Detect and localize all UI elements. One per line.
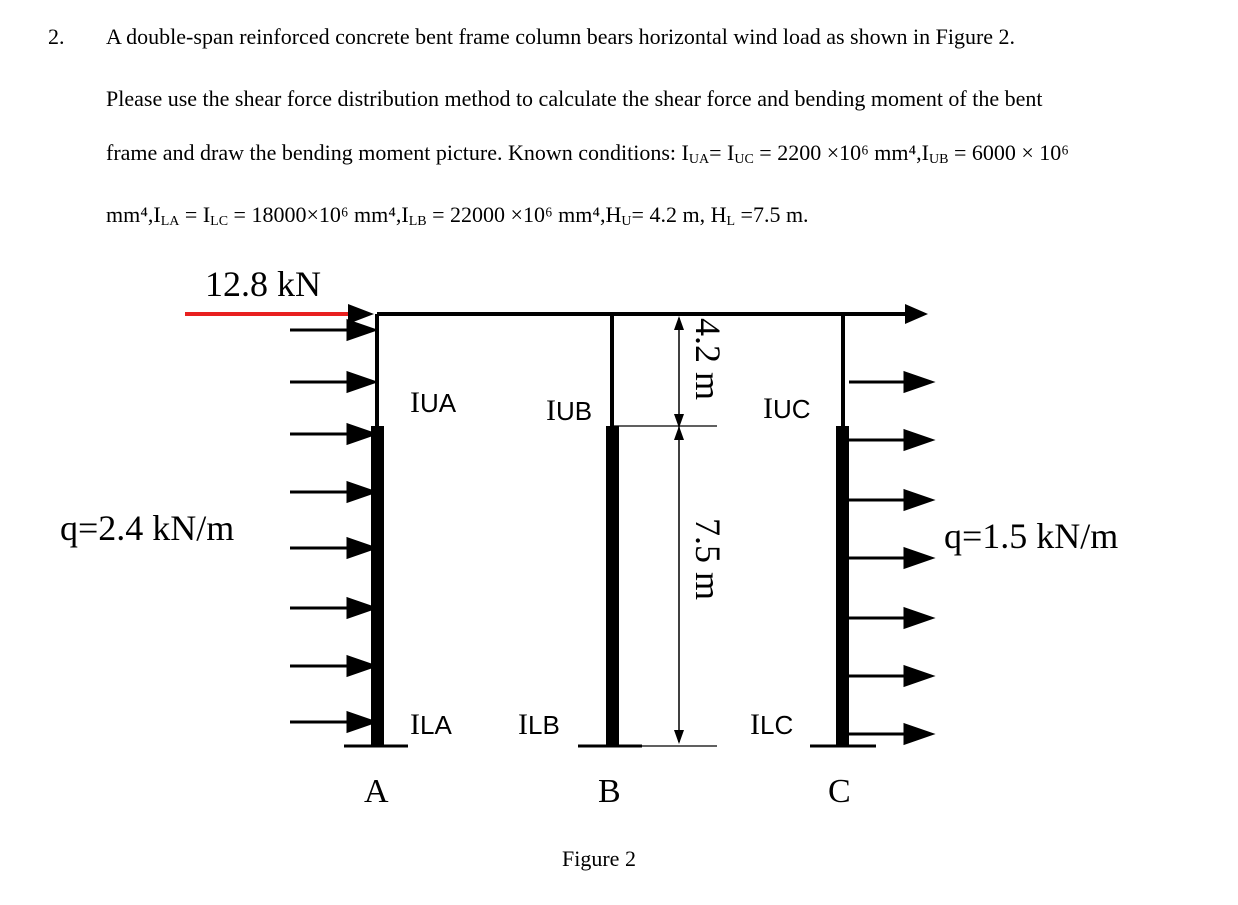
question-line-2: Please use the shear force distribution method to calculate the shear force and bending moment of the bent xyxy=(106,86,1043,111)
figure-caption: Figure 2 xyxy=(562,846,636,871)
right-wind-load xyxy=(849,373,931,743)
dimension-arrow-mid-down xyxy=(674,426,684,440)
label-i-la: ILA xyxy=(410,708,452,741)
support-label-c: C xyxy=(828,773,851,810)
label-i-ua: IUA xyxy=(410,386,457,419)
question-line-1: A double-span reinforced concrete bent frame column bears horizontal wind load as shown in Figure 2. xyxy=(106,24,1016,49)
column-c-lower xyxy=(836,426,849,746)
column-a-lower xyxy=(371,426,384,746)
line3-value-b: = 6000 × 10⁶ xyxy=(953,140,1069,165)
support-label-b: B xyxy=(598,773,621,810)
dimension-arrow-bottom xyxy=(674,730,684,744)
right-load-label: q=1.5 kN/m xyxy=(944,516,1119,556)
label-i-lb: ILB xyxy=(518,708,560,741)
dimension-lower-label: 7.5 m xyxy=(688,518,728,601)
label-i-lc: ILC xyxy=(750,708,794,741)
line4-a: mm⁴,I xyxy=(106,202,161,227)
point-load-label: 12.8 kN xyxy=(205,264,321,304)
question-line-4: $mm^4,I_{LA} = I_{LC} = 18000\times 10^6$ $mm^4,I_{LB} = 22000 \times 10^6$ $mm^4,H_U= 4.2$ m, $H_L =7.5$ m. xyxy=(106,202,809,229)
question-line-3: frame and draw the bending moment picture. Known conditions: $I_{UA}= I_{UC} = 2200 \times 10^6$ $mm^4,I_{UB} = 6000 \times 10^6$ xyxy=(106,140,1069,167)
line3-value-a: = 2200 ×10⁶ mm⁴,I xyxy=(759,140,929,165)
line4-c: = 22000 ×10⁶ mm⁴,H xyxy=(432,202,622,227)
left-wind-load xyxy=(290,321,374,731)
support-label-a: A xyxy=(364,773,389,810)
tie-beam-arrowhead xyxy=(905,304,928,324)
label-i-ub: IUB xyxy=(546,394,593,427)
dimension-upper-label: 4.2 m xyxy=(688,318,728,401)
line4-e: =7.5 m. xyxy=(740,202,809,227)
column-b-lower xyxy=(606,426,619,746)
dimension-arrow-top xyxy=(674,316,684,330)
line4-b: = 18000×10⁶ mm⁴,I xyxy=(233,202,409,227)
label-i-uc: IUC xyxy=(763,392,811,425)
question-number: 2. xyxy=(48,24,65,49)
left-load-label: q=2.4 kN/m xyxy=(60,508,235,548)
line3-prefix: frame and draw the bending moment picture. Known conditions: xyxy=(106,140,682,165)
line4-d: = 4.2 m, H xyxy=(631,202,727,227)
